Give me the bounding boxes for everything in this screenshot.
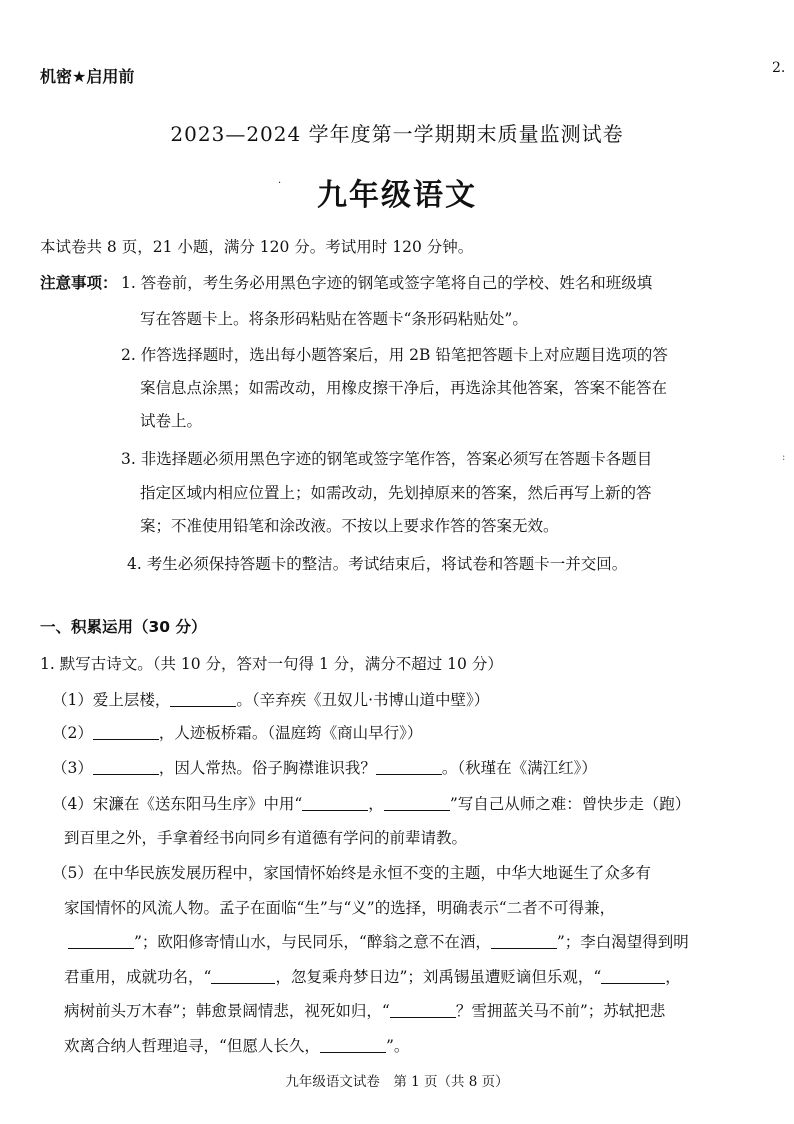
notice-item-2b: 案信息点涂黑；如需改动，用橡皮擦干净后，再选涂其他答案，答案不能答在 (140, 379, 668, 397)
question-1-item-5c: ”；欧阳修寄情山水，与民同乐，“醉翁之意不在酒， ”；李白渴望得到明 (68, 930, 689, 952)
answer-blank (376, 759, 442, 776)
answer-blank (384, 795, 450, 812)
page-footer: 九年级语文试卷 第 1 页（共 8 页） (285, 1074, 509, 1090)
confidential-mark: 机密★启用前 (40, 67, 135, 86)
subject-title: 九年级语文 (317, 178, 477, 213)
question-1-item-4: （4）宋濂在《送东阳马生序》中用“ ， ”写自己从师之难：曾快步走（跑） (52, 795, 691, 813)
question-1-item-5d: 君重用，成就功名，“ ，忽复乘舟梦日边”；刘禹锡虽遭贬谪但乐观，“ ， (64, 968, 681, 986)
notice-item-4: 4. 考生必须保持答题卡的整洁。考试结束后，将试卷和答题卡一并交回。 (127, 555, 628, 573)
answer-blank (170, 691, 236, 708)
question-1-item-4-cont: 到百里之外，手拿着经书向同乡有道德有学问的前辈请教。 (64, 829, 468, 847)
notice-item-2a: 2. 作答选择题时，选出每小题答案后，用 2B 铅笔把答题卡上对应题目选项的答 (121, 346, 668, 364)
edge-mark: : (782, 452, 786, 463)
answer-blank (390, 1002, 456, 1019)
answer-blank (302, 795, 368, 812)
question-1-item-2: （2） ，人迹板桥霜。（温庭筠《商山早行》） (52, 724, 423, 742)
answer-blank (211, 968, 275, 985)
notice-item-2c: 试卷上。 (140, 412, 203, 430)
notice-item-3a: 3. 非选择题必须用黑色字迹的钢笔或签字笔作答，答案必须写在答题卡各题目 (121, 450, 653, 468)
section-heading: 一、积累运用（30 分） (40, 618, 207, 636)
question-1-item-1: （1）爱上层楼， 。（辛弃疾《丑奴儿·书博山道中壁》） (52, 691, 490, 709)
exam-intro: 本试卷共 8 页，21 小题，满分 120 分。考试用时 120 分钟。 (40, 238, 474, 256)
answer-blank (491, 933, 557, 950)
answer-blank (601, 968, 665, 985)
corner-mark: 2. (772, 60, 786, 76)
notice-item-1b: 写在答题卡上。将条形码粘贴在答题卡“条形码粘贴处”。 (140, 310, 528, 328)
answer-blank (93, 759, 159, 776)
question-1-item-5b: 家国情怀的风流人物。孟子在面临“生”与“义”的选择，明确表示“二者不可得兼， (64, 899, 616, 917)
answer-blank (93, 724, 159, 741)
question-1-stem: 1. 默写古诗文。（共 10 分，答对一句得 1 分，满分不超过 10 分） (40, 655, 503, 673)
exam-title: 2023—2024 学年度第一学期期末质量监测试卷 (170, 122, 624, 146)
notice-item-3c: 案；不准使用铅笔和涂改液。不按以上要求作答的答案无效。 (140, 517, 559, 535)
notice-item-3b: 指定区域内相应位置上；如需改动，先划掉原来的答案，然后再写上新的答 (140, 484, 652, 502)
question-1-item-5e: 病树前头万木春”；韩愈景阔情悲，视死如归，“ ？雪拥蓝关马不前”；苏轼把悲 (64, 1002, 666, 1020)
question-1-item-5a: （5）在中华民族发展历程中，家国情怀始终是永恒不变的主题，中华大地诞生了众多有 (52, 864, 651, 882)
notice-label: 注意事项： (40, 274, 118, 292)
answer-blank (68, 933, 134, 950)
answer-blank (320, 1037, 386, 1054)
notice-item-1a: 1. 答卷前，考生务必用黑色字迹的钢笔或签字笔将自己的学校、姓名和班级填 (121, 274, 653, 292)
question-1-item-5f: 欢离合纳人哲理追寻，“但愿人长久， ”。 (64, 1037, 410, 1055)
question-1-item-3: （3） ，因人常热。俗子胸襟谁识我？ 。（秋瑾在《满江红》） (52, 759, 597, 777)
scan-dot: · (278, 178, 282, 189)
